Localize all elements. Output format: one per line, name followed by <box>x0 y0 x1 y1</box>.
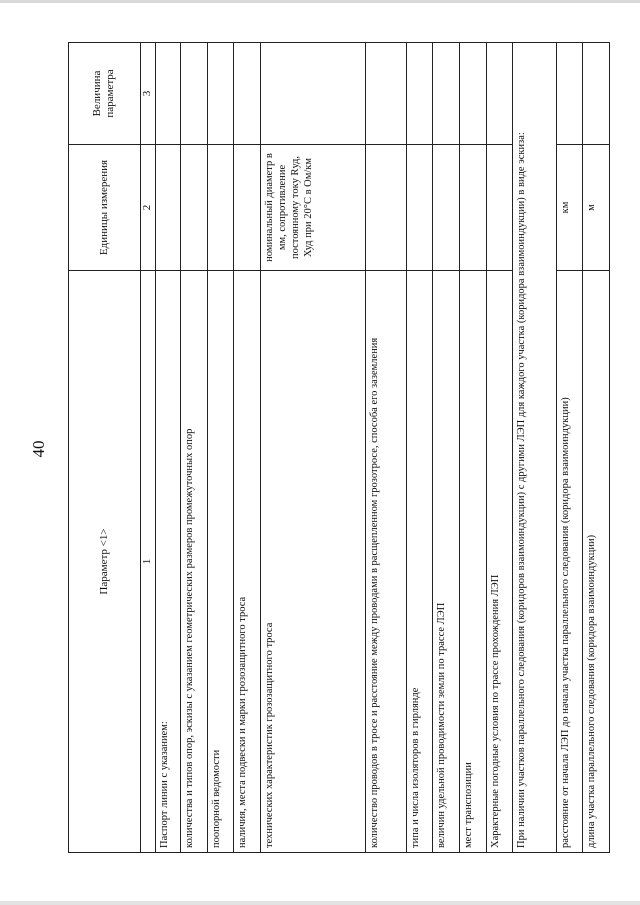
row-weather-value <box>486 43 513 145</box>
row-supports-unit <box>180 145 207 271</box>
row-distance-value <box>556 43 583 145</box>
row-ground-wire-value <box>234 43 261 145</box>
page-number: 40 <box>29 440 48 458</box>
row-wire-count-unit <box>365 145 406 271</box>
row-transposition-param: мест транспозиции <box>460 271 487 853</box>
row-ground-wire-specs-value <box>260 43 365 145</box>
row-passport-param: Паспорт линии с указанием: <box>156 271 181 853</box>
scan-top-edge <box>0 0 640 3</box>
row-conductivity-unit <box>433 145 460 271</box>
row-ground-wire-param: наличия, места подвески и марки грозозащитного троса <box>234 271 261 853</box>
parameters-table <box>68 42 610 853</box>
row-insulators-value <box>406 43 433 145</box>
row-distance-param: расстояние от начала ЛЭП до начала участка параллельного следования (коридора взаимоиндукции) <box>556 271 583 853</box>
row-support-list-param: поопорной ведомости <box>207 271 234 853</box>
row-support-list-value <box>207 43 234 145</box>
row-ground-wire-specs-param: технических характеристик грозозащитного троса <box>260 271 365 853</box>
row-transposition-unit <box>460 145 487 271</box>
header-parameter: Параметр <1> <box>69 271 141 853</box>
row-conductivity-value <box>433 43 460 145</box>
row-passport-value <box>156 43 181 145</box>
row-transposition-value <box>460 43 487 145</box>
header-value: Величина параметра <box>69 43 141 145</box>
row-parallel-sections-param: При наличии участков параллельного следования (коридоров взаимоиндукции) с другими ЛЭП для каждого участка (коридора взаимоиндукции) в виде эскиза: <box>513 43 556 853</box>
row-weather-param: Характерные погодные условия по трассе прохождения ЛЭП <box>486 271 513 853</box>
column-number-1: 1 <box>140 271 155 853</box>
rotated-table-container <box>68 43 610 853</box>
header-unit: Единицы измерения <box>69 145 141 271</box>
row-ground-wire-specs-unit: номинальный диаметр в мм, сопротивление постоянному току Rуд, Худ при 20°C в Ом/км <box>260 145 365 271</box>
row-ground-wire-unit <box>234 145 261 271</box>
row-distance-unit: км <box>556 145 583 271</box>
row-supports-param: количества и типов опор, эскизы с указанием геометрических размеров промежуточных опор <box>180 271 207 853</box>
row-insulators-param: типа и числа изоляторов в гирлянде <box>406 271 433 853</box>
row-length-param: длина участка параллельного следования (коридора взаимоиндукции) <box>583 271 610 853</box>
row-wire-count-param: количество проводов в тросе и расстояние между проводами в расщепленном грозотросе, способа его заземления <box>365 271 406 853</box>
row-supports-value <box>180 43 207 145</box>
row-weather-unit <box>486 145 513 271</box>
row-length-value <box>583 43 610 145</box>
scan-bottom-edge <box>0 901 640 905</box>
row-wire-count-value <box>365 43 406 145</box>
row-conductivity-param: величин удельной проводимости земли по трассе ЛЭП <box>433 271 460 853</box>
row-length-unit: м <box>583 145 610 271</box>
column-number-3: 3 <box>140 43 155 145</box>
row-support-list-unit <box>207 145 234 271</box>
row-insulators-unit <box>406 145 433 271</box>
column-number-2: 2 <box>140 145 155 271</box>
row-passport-unit <box>156 145 181 271</box>
